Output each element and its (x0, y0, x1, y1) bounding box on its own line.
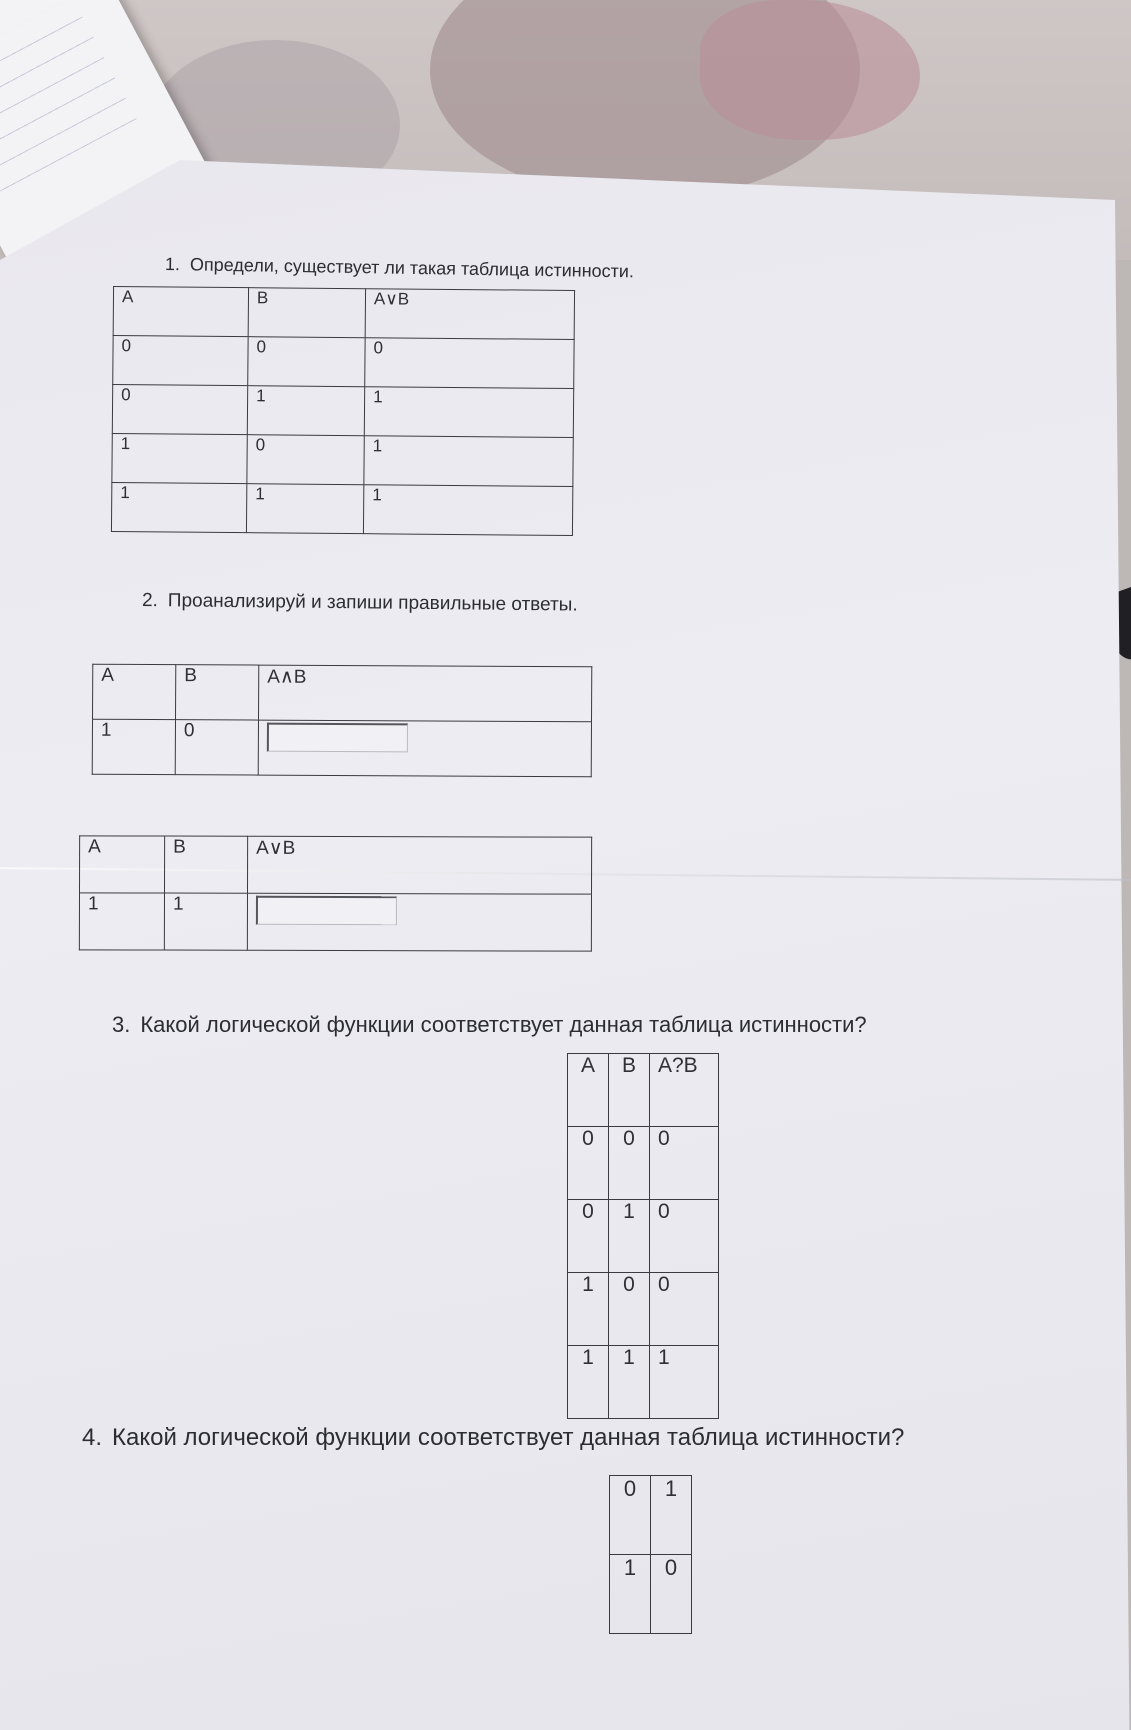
table-header-row (568, 1054, 719, 1127)
table-cell: 1 (364, 436, 573, 487)
table-cell: 0 (609, 1273, 650, 1346)
table-cell: 1 (92, 719, 175, 774)
question-2 (142, 590, 578, 617)
answer-input[interactable] (256, 896, 397, 925)
answer-cell (247, 893, 591, 951)
disjunction-table (79, 835, 592, 951)
table-cell: 1 (111, 482, 246, 532)
table-row (568, 1273, 719, 1346)
question-text: Проанализируй и запиши правильные ответы. (167, 590, 578, 616)
table-cell: 0 (650, 1200, 719, 1273)
table-cell: 1 (568, 1273, 609, 1346)
header-cell: B (248, 288, 365, 338)
header-cell: B (609, 1054, 650, 1127)
header-cell: A∨B (365, 289, 574, 340)
table-header-row (113, 286, 574, 339)
table-row (111, 482, 572, 535)
question-3 (112, 1012, 867, 1038)
table-cell: 0 (568, 1127, 609, 1200)
table-cell: 0 (112, 384, 247, 434)
question-number: 2. (141, 590, 158, 612)
question-number: 3. (112, 1012, 131, 1037)
table-cell: 1 (363, 485, 572, 536)
header-cell: A (568, 1054, 609, 1127)
table-cell: 1 (364, 387, 573, 438)
table-cell: 1 (79, 893, 164, 950)
table-cell: 1 (112, 433, 247, 483)
conjunction-table (92, 664, 593, 778)
table-cell: 1 (650, 1346, 719, 1419)
table-row (568, 1346, 719, 1419)
truth-table-4 (609, 1475, 692, 1634)
header-cell: A∨B (248, 836, 592, 894)
header-cell: B (176, 665, 259, 720)
table-cell: 0 (650, 1273, 719, 1346)
table-cell: 0 (651, 1555, 692, 1634)
notebook-lines (0, 0, 138, 196)
question-text: Какой логической функции соответствует данная таблица истинности? (112, 1424, 905, 1451)
header-cell: A (80, 836, 165, 893)
table-cell: 1 (609, 1346, 650, 1419)
question-4 (82, 1424, 904, 1452)
question-text: Какой логической функции соответствует данная таблица истинности? (140, 1012, 867, 1037)
truth-table-1 (111, 286, 575, 536)
table-cell: 0 (610, 1476, 651, 1555)
table-cell: 1 (164, 893, 247, 950)
table-cell: 0 (365, 338, 574, 389)
table-cell: 1 (651, 1476, 692, 1555)
header-cell: A (113, 286, 248, 336)
table-cell: 1 (610, 1555, 651, 1634)
table-cell: 0 (113, 335, 248, 385)
table-row (610, 1476, 692, 1555)
table-row (79, 893, 591, 951)
table-cell: 1 (609, 1200, 650, 1273)
table-cell: 0 (650, 1127, 719, 1200)
table-row (92, 719, 591, 777)
table-cell: 1 (247, 386, 364, 436)
table-row (568, 1127, 719, 1200)
table-cell: 0 (568, 1200, 609, 1273)
table-cell: 1 (246, 484, 363, 534)
table-header-row (93, 664, 592, 722)
header-cell: A (93, 664, 176, 719)
answer-cell (258, 720, 591, 777)
table-cell: 0 (175, 720, 258, 775)
table-row (112, 384, 573, 437)
table-cell: 0 (247, 435, 364, 485)
question-text: Определи, существует ли такая таблица истинности. (189, 254, 635, 282)
header-cell: B (165, 836, 248, 893)
table-cell: 0 (248, 337, 365, 387)
truth-table-3 (567, 1053, 719, 1419)
header-cell: A?B (650, 1054, 719, 1127)
question-number: 4. (82, 1424, 103, 1451)
table-cell: 1 (568, 1346, 609, 1419)
table-row (112, 433, 573, 486)
table-row (113, 335, 574, 388)
table-header-row (80, 836, 592, 894)
table-cell: 0 (609, 1127, 650, 1200)
header-cell: A∧B (259, 665, 592, 722)
table-row (568, 1200, 719, 1273)
answer-input[interactable] (267, 723, 408, 753)
question-number: 1. (164, 254, 181, 275)
table-row (610, 1555, 692, 1634)
